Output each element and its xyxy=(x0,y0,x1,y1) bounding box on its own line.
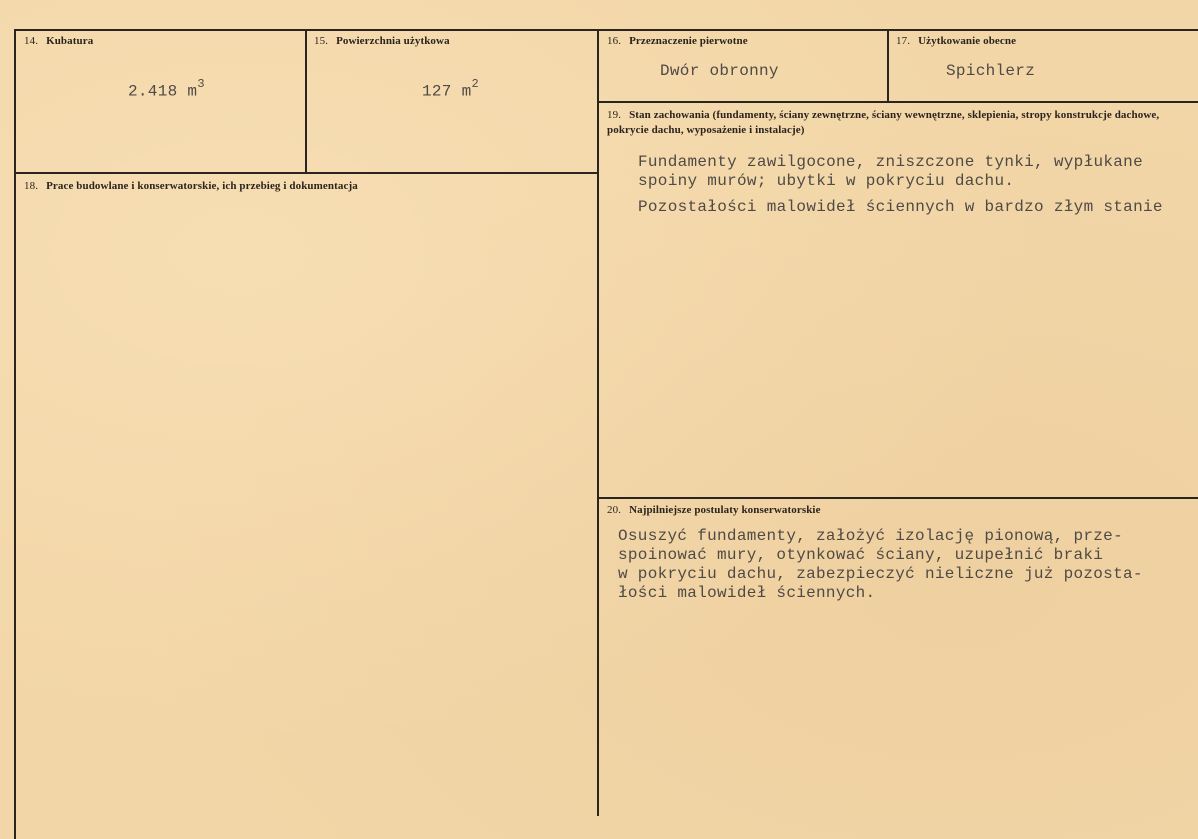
field-19-label xyxy=(607,108,1172,138)
powierzchnia-unit-exponent: 2 xyxy=(471,77,480,91)
field-17-label xyxy=(896,35,1016,47)
divider-row-19-20 xyxy=(597,497,1198,499)
field-16-title: Przeznaczenie pierwotne xyxy=(629,35,748,47)
kubatura-unit-exponent: 3 xyxy=(197,77,205,91)
field-14-number: 14. xyxy=(24,35,39,47)
field-18-label xyxy=(24,180,358,192)
field-19-title: Stan zachowania (fundamenty, ściany zewnętrzne, ściany wewnętrzne, sklepienia, stropy konstrukcje dachowe, pokrycie dachu, wyposażenie i instalacje) xyxy=(607,109,1160,136)
divider-main xyxy=(597,29,599,816)
field-18-number: 18. xyxy=(24,180,39,192)
field-20-text xyxy=(618,527,1143,603)
field-19-number: 19. xyxy=(607,109,622,121)
divider-row-15-18 xyxy=(14,172,597,174)
left-border xyxy=(14,29,16,839)
field-14-label xyxy=(24,35,93,47)
divider-14-15 xyxy=(305,29,307,172)
field-15-label xyxy=(314,35,450,47)
kubatura-value: 2.418 m xyxy=(128,82,198,101)
field-19-line: Fundamenty zawilgocone, zniszczone tynki, wypłukane xyxy=(638,153,1143,171)
field-16-number: 16. xyxy=(607,35,622,47)
field-17-value: Spichlerz xyxy=(946,62,1036,80)
field-19-line: Pozostałości malowideł ściennych w bardzo złym stanie xyxy=(638,198,1163,216)
field-20-line: spoinować mury, otynkować ściany, uzupełnić braki xyxy=(618,546,1104,564)
field-20-line: w pokryciu dachu, zabezpieczyć nieliczne już pozosta- xyxy=(618,565,1143,583)
field-19-line: spoiny murów; ubytki w pokryciu dachu. xyxy=(638,172,1015,190)
field-17-title: Użytkowanie obecne xyxy=(918,35,1017,47)
divider-row-16-19 xyxy=(597,101,1198,103)
field-16-value: Dwór obronny xyxy=(660,62,779,80)
divider-16-17 xyxy=(887,29,889,101)
field-14-title: Kubatura xyxy=(46,35,94,47)
field-14-value xyxy=(128,79,205,100)
field-20-line: łości malowideł ściennych. xyxy=(618,584,876,602)
field-17-number: 17. xyxy=(896,35,911,47)
powierzchnia-value: 127 m xyxy=(422,82,472,101)
field-16-label xyxy=(607,35,748,47)
top-border xyxy=(14,29,1198,31)
field-20-label xyxy=(607,504,821,516)
field-15-value xyxy=(422,79,479,100)
field-20-title: Najpilniejsze postulaty konserwatorskie xyxy=(629,504,821,516)
field-19-text xyxy=(638,153,1163,217)
field-15-number: 15. xyxy=(314,35,329,47)
field-15-title: Powierzchnia użytkowa xyxy=(336,35,450,47)
field-18-title: Prace budowlane i konserwatorskie, ich przebieg i dokumentacja xyxy=(46,180,358,192)
field-20-line: Osuszyć fundamenty, założyć izolację pionową, prze- xyxy=(618,527,1123,545)
field-20-number: 20. xyxy=(607,504,622,516)
